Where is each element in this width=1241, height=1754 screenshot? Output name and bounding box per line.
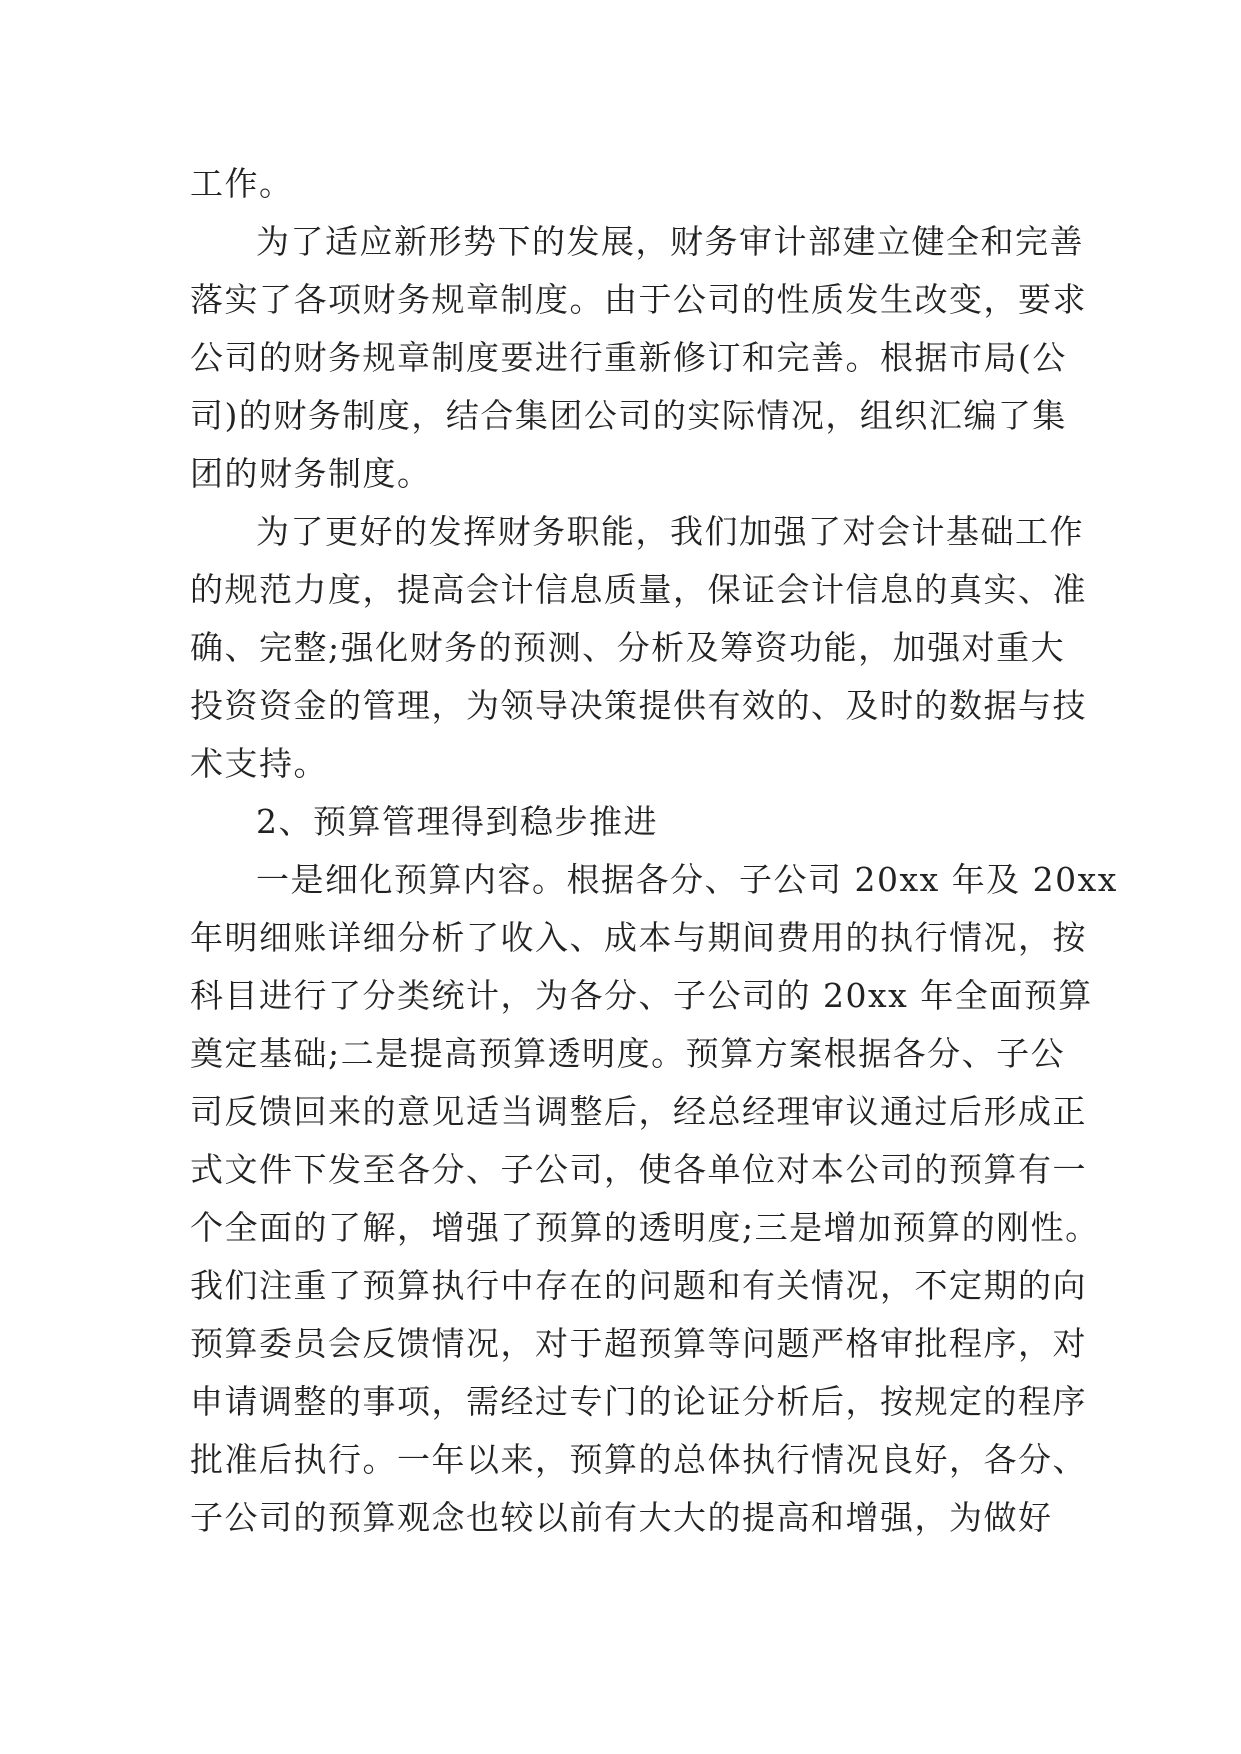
text-line: 批准后执行。一年以来，预算的总体执行情况良好，各分、	[190, 1440, 1087, 1479]
text-line: 式文件下发至各分、子公司，使各单位对本公司的预算有一	[190, 1150, 1087, 1189]
text-line: 年明细账详细分析了收入、成本与期间费用的执行情况，按	[190, 918, 1087, 957]
text-line: 投资资金的管理，为领导决策提供有效的、及时的数据与技	[190, 686, 1087, 725]
text-line: 工作。	[190, 164, 294, 203]
text-line: 团的财务制度。	[190, 454, 432, 493]
text-line: 一是细化预算内容。根据各分、子公司 20xx 年及 20xx	[256, 860, 1118, 899]
text-line: 确、完整;强化财务的预测、分析及筹资功能，加强对重大	[190, 628, 1066, 667]
text-line: 司反馈回来的意见适当调整后，经总经理审议通过后形成正	[190, 1092, 1087, 1131]
text-line: 科目进行了分类统计，为各分、子公司的 20xx 年全面预算	[190, 976, 1093, 1015]
text-line: 预算委员会反馈情况，对于超预算等问题严格审批程序，对	[190, 1324, 1087, 1363]
text-line: 个全面的了解，增强了预算的透明度;三是增加预算的刚性。	[190, 1208, 1100, 1247]
text-line: 术支持。	[190, 744, 328, 783]
text-line: 奠定基础;二是提高预算透明度。预算方案根据各分、子公	[190, 1034, 1066, 1073]
text-line: 我们注重了预算执行中存在的问题和有关情况，不定期的向	[190, 1266, 1087, 1305]
text-line: 子公司的预算观念也较以前有大大的提高和增强，为做好	[190, 1498, 1053, 1537]
text-line: 落实了各项财务规章制度。由于公司的性质发生改变，要求	[190, 280, 1087, 319]
text-line: 为了适应新形势下的发展，财务审计部建立健全和完善	[256, 222, 1084, 261]
text-line: 为了更好的发挥财务职能，我们加强了对会计基础工作	[256, 512, 1084, 551]
text-line: 公司的财务规章制度要进行重新修订和完善。根据市局(公	[190, 338, 1067, 377]
section-heading: 2、预算管理得到稳步推进	[256, 802, 658, 841]
text-line: 司)的财务制度，结合集团公司的实际情况，组织汇编了集	[190, 396, 1067, 435]
text-line: 的规范力度，提高会计信息质量，保证会计信息的真实、准	[190, 570, 1087, 609]
text-line: 申请调整的事项，需经过专门的论证分析后，按规定的程序	[190, 1382, 1087, 1421]
